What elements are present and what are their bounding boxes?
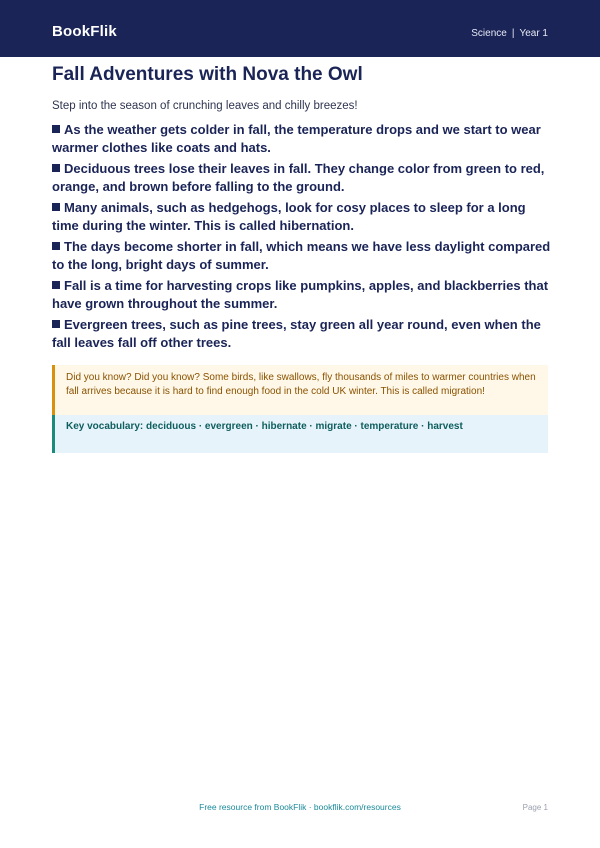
page-title: Fall Adventures with Nova the Owl: [52, 64, 363, 85]
fact-list: [52, 121, 552, 355]
fact-item: [52, 160, 552, 195]
fact-text: Fall is a time for harvesting crops like pumpkins, apples, and blackberries that have grown throughout the summer.: [52, 278, 549, 311]
square-bullet-icon: [52, 281, 60, 289]
fact-item: [52, 316, 552, 351]
fact-item: [52, 277, 552, 312]
square-bullet-icon: [52, 125, 60, 133]
square-bullet-icon: [52, 320, 60, 328]
page-number: Page 1: [522, 803, 548, 812]
subject-label: Science: [471, 28, 507, 39]
footer-resource-link[interactable]: Free resource from BookFlik · bookflik.com/resources: [199, 802, 401, 812]
square-bullet-icon: [52, 242, 60, 250]
fact-item: [52, 121, 552, 156]
subject-year-label: [471, 28, 548, 39]
fact-text: As the weather gets colder in fall, the temperature drops and we start to wear warmer clothes like coats and hats.: [52, 122, 541, 155]
page-header: [0, 0, 600, 57]
fact-item: [52, 238, 552, 273]
fact-text: Many animals, such as hedgehogs, look for cosy places to sleep for a long time during the winter. This is called hibernation.: [52, 200, 526, 233]
meta-separator: |: [511, 28, 515, 39]
intro-text: Step into the season of crunching leaves and chilly breezes!: [52, 100, 358, 112]
vocabulary-box: [52, 415, 548, 453]
fact-text: Deciduous trees lose their leaves in fall. They change color from green to red, orange, and brown before falling to the ground.: [52, 161, 545, 194]
did-you-know-callout: [52, 365, 548, 415]
fact-item: [52, 199, 552, 234]
square-bullet-icon: [52, 203, 60, 211]
fact-text: The days become shorter in fall, which means we have less daylight compared to the long, bright days of summer.: [52, 239, 551, 272]
brand-logo[interactable]: BookFlik: [52, 23, 117, 40]
year-label: Year 1: [519, 28, 548, 39]
did-you-know-text: Did you know? Did you know? Some birds, like swallows, fly thousands of miles to warmer countries when fall arrives because it is hard to find enough food in the cold UK winter. This is called migration!: [66, 372, 536, 397]
vocabulary-text: Key vocabulary: deciduous · evergreen · hibernate · migrate · temperature · harvest: [66, 421, 463, 432]
square-bullet-icon: [52, 164, 60, 172]
fact-text: Evergreen trees, such as pine trees, stay green all year round, even when the fall leaves fall off other trees.: [52, 317, 541, 350]
